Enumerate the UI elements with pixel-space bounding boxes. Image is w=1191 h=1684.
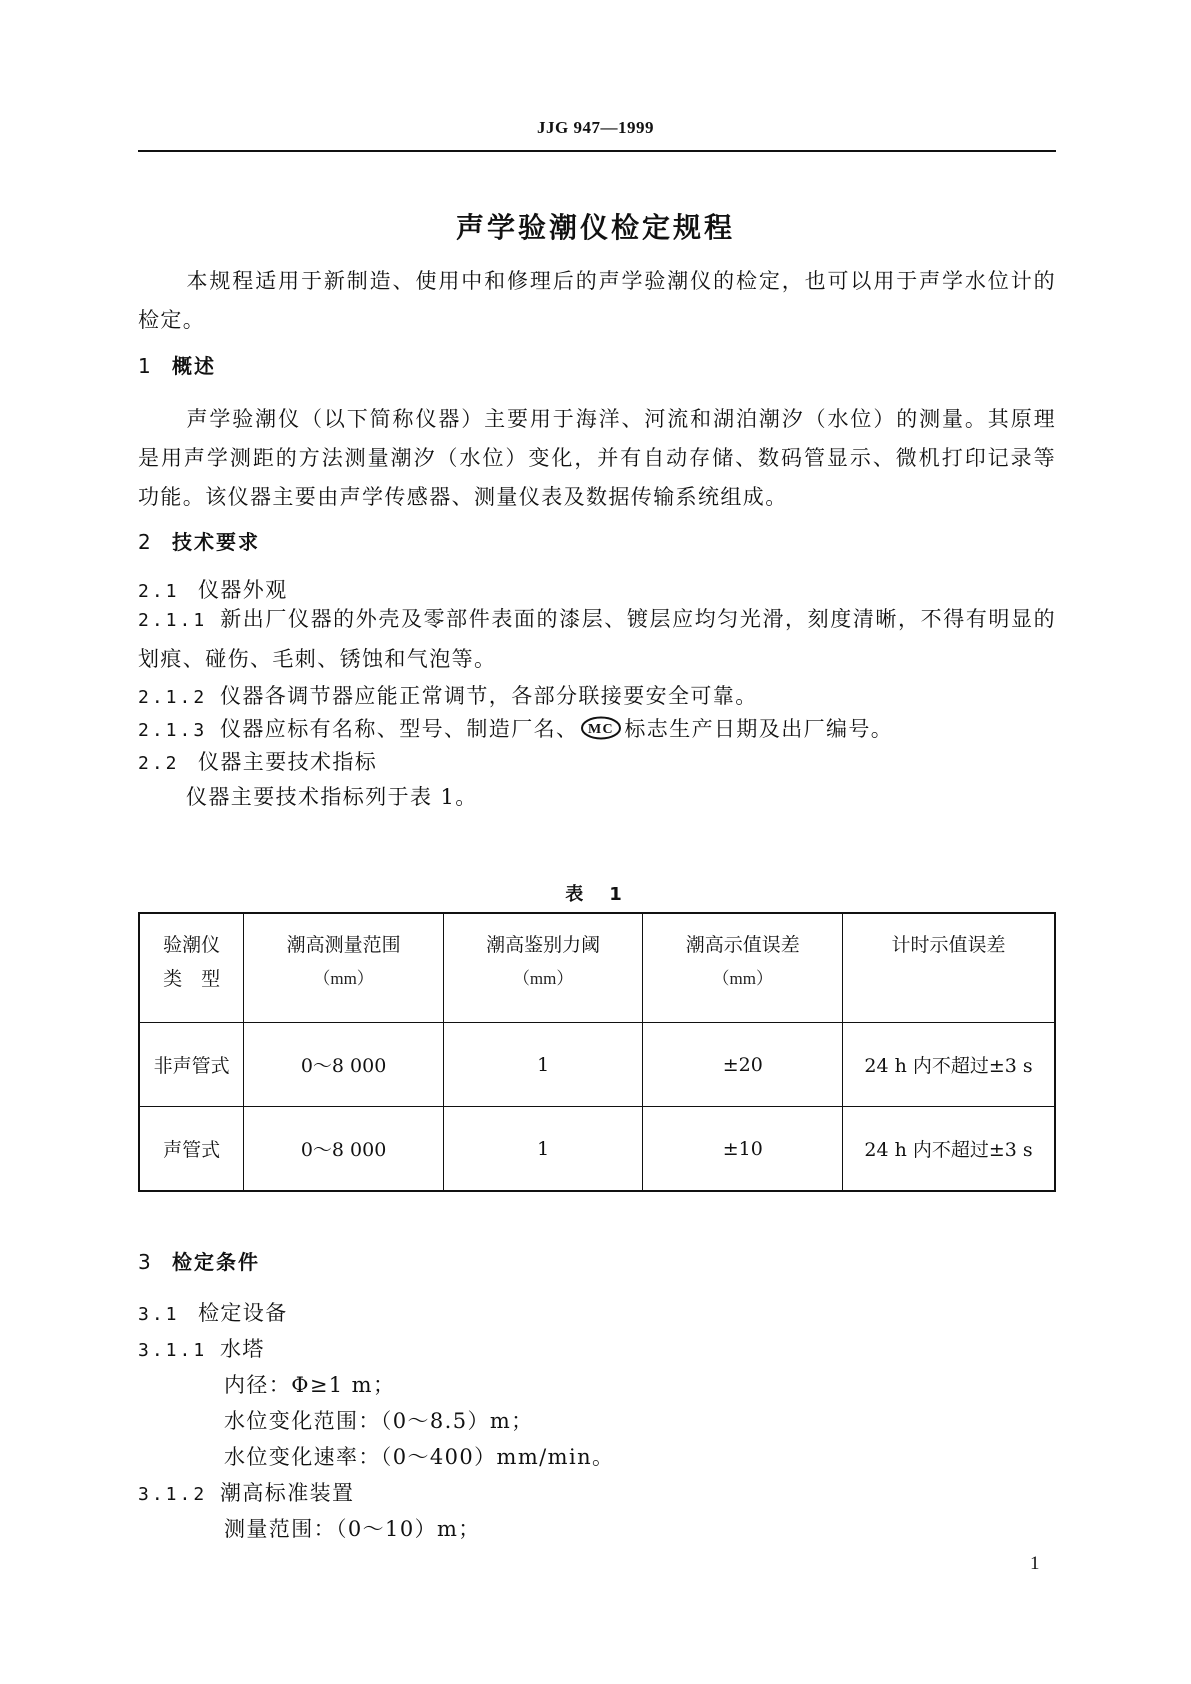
section-number: 3 — [138, 1250, 153, 1274]
clause-title: 潮高标准装置 — [220, 1481, 355, 1505]
table-header-cell: 潮高示值误差 （mm） — [643, 913, 843, 1023]
table-cell-timing: 24 h 内不超过±3 s — [843, 1107, 1055, 1192]
table-row — [139, 1023, 1055, 1107]
list-item: 水位变化速率：（0～400）mm/min。 — [224, 1445, 615, 1469]
table-cell-type: 声管式 — [139, 1107, 244, 1192]
clause-text-before: 仪器应标有名称、型号、制造厂名、 — [220, 717, 579, 741]
section-number: 2 — [138, 530, 153, 554]
section-3-heading — [138, 1246, 260, 1275]
table-cell-range: 0～8 000 — [244, 1023, 444, 1107]
mc-mark-text: MC — [588, 722, 615, 737]
list-item: 内径：Φ≥1 m； — [224, 1373, 396, 1397]
clause-2-2 — [138, 746, 377, 776]
table-header-cell: 潮高测量范围 （mm） — [244, 913, 444, 1023]
clause-3-1-2 — [138, 1477, 354, 1507]
table-header-row — [139, 913, 1055, 1023]
clause-number: 3.1 — [138, 1304, 180, 1325]
section-1-heading — [138, 350, 216, 379]
clause-number: 3.1.1 — [138, 1340, 208, 1361]
table-caption: 表 1 — [565, 884, 626, 905]
clause-number: 2.1.3 — [138, 720, 208, 741]
clause-3-1 — [138, 1297, 288, 1327]
clause-text-after: 标志生产日期及出厂编号。 — [624, 717, 894, 741]
table-header-cell: 验潮仪 类 型 — [139, 913, 244, 1023]
table-header-cell: 潮高鉴别力阈 （mm） — [443, 913, 643, 1023]
spec-table — [138, 912, 1056, 1192]
clause-title: 仪器主要技术指标 — [198, 750, 378, 774]
intro-paragraph — [138, 262, 1056, 340]
clause-title: 水塔 — [220, 1337, 265, 1361]
clause-2-1-3 — [138, 713, 893, 743]
section-number: 1 — [138, 354, 153, 378]
header-code: JJG 947—1999 — [537, 118, 654, 137]
table-cell-error: ±10 — [643, 1107, 843, 1192]
table-cell-range: 0～8 000 — [244, 1107, 444, 1192]
page-number: 1 — [1030, 1553, 1040, 1574]
table-header-cell: 计时示值误差 — [843, 913, 1055, 1023]
clause-2-1-1 — [138, 600, 1056, 679]
clause-number: 2.1.1 — [138, 610, 208, 631]
table-cell-error: ±20 — [643, 1023, 843, 1107]
table-cell-threshold: 1 — [443, 1023, 643, 1107]
section-title: 概述 — [172, 354, 216, 378]
clause-number: 2.1 — [138, 581, 180, 602]
section-1-body — [138, 400, 1056, 517]
clause-2-2-text: 仪器主要技术指标列于表 1。 — [186, 785, 478, 809]
clause-text: 新出厂仪器的外壳及零部件表面的漆层、镀层应均匀光滑，刻度清晰，不得有明显的划痕、碰伤、毛刺、锈蚀和气泡等。 — [138, 607, 1056, 671]
clause-2-1-2 — [138, 680, 758, 710]
section-1-text: 声学验潮仪（以下简称仪器）主要用于海洋、河流和湖泊潮汐（水位）的测量。其原理是用声学测距的方法测量潮汐（水位）变化，并有自动存储、数码管显示、微机打印记录等功能。该仪器主要由声学传感器、测量仪表及数据传输系统组成。 — [138, 407, 1056, 509]
clause-number: 2.2 — [138, 753, 180, 774]
clause-title: 检定设备 — [198, 1301, 288, 1325]
list-item: 测量范围：（0～10）m； — [224, 1517, 481, 1541]
clause-number: 3.1.2 — [138, 1484, 208, 1505]
clause-3-1-1 — [138, 1333, 265, 1363]
clause-title: 仪器外观 — [198, 578, 288, 602]
table-cell-type: 非声管式 — [139, 1023, 244, 1107]
section-title: 技术要求 — [172, 530, 260, 554]
section-title: 检定条件 — [172, 1250, 260, 1274]
page-title: 声学验潮仪检定规程 — [455, 211, 735, 244]
section-2-heading — [138, 526, 260, 555]
table-cell-threshold: 1 — [443, 1107, 643, 1192]
clause-text: 仪器各调节器应能正常调节，各部分联接要安全可靠。 — [220, 684, 758, 708]
mc-mark-icon — [580, 716, 622, 740]
header-rule — [138, 150, 1056, 152]
table-cell-timing: 24 h 内不超过±3 s — [843, 1023, 1055, 1107]
intro-text: 本规程适用于新制造、使用中和修理后的声学验潮仪的检定，也可以用于声学水位计的检定。 — [138, 269, 1056, 332]
table-row — [139, 1107, 1055, 1192]
list-item: 水位变化范围：（0～8.5）m； — [224, 1409, 534, 1433]
clause-number: 2.1.2 — [138, 687, 208, 708]
